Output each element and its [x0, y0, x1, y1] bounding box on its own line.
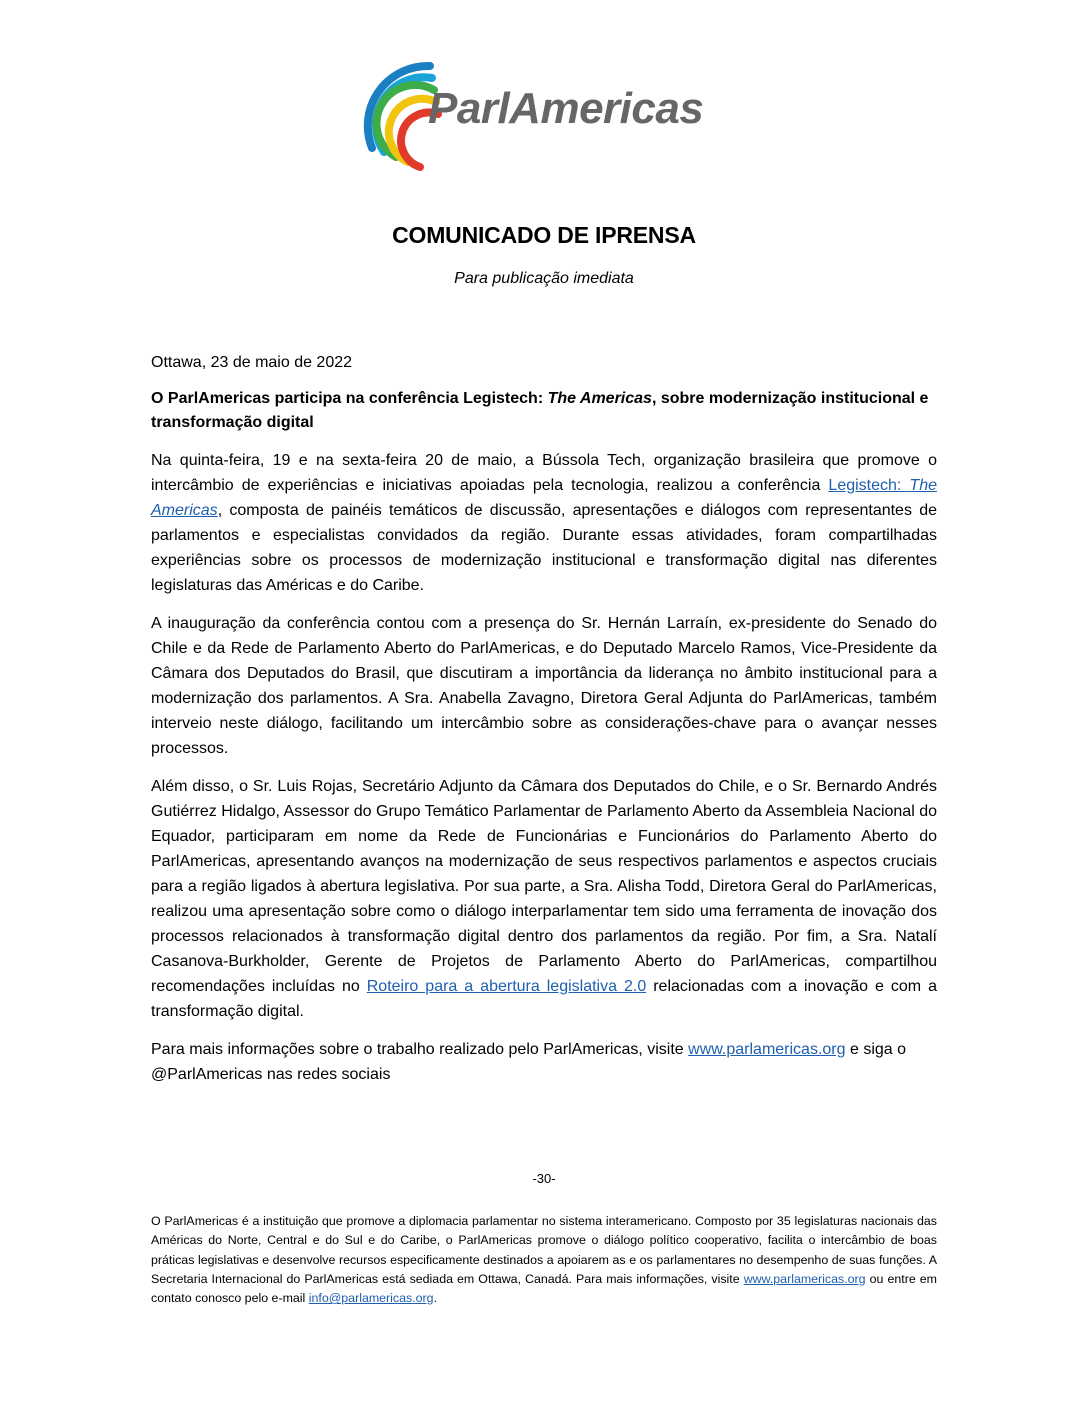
legistech-link-text: Legistech: — [828, 477, 910, 494]
footer-text2: ou entre em contato conosco pelo e-mail — [151, 1271, 937, 1306]
page-title: COMUNICADO DE IPRENSA — [392, 222, 696, 248]
paragraph-3-text2: relacionadas com a inovação e com a transformação digital. — [151, 978, 938, 1020]
paragraph-1-text2: , composta de painéis temáticos de discussão, apresentações e diálogos com representantes de parlamentos e especialistas convidados da região. Durante essas atividades, foram compartilhadas experiências sobre os processos de modernização institucional e transformação digital nas diferentes legislaturas das Américas e do Caribe. — [151, 502, 937, 594]
paragraph-1 — [151, 448, 937, 598]
footer-text3: . — [433, 1291, 438, 1306]
legistech-link-italic: The Americas — [151, 477, 937, 519]
headline-part2: , sobre modernização institucional e transformação digital — [151, 390, 929, 431]
footer-text1: O ParlAmericas é a instituição que promove a diplomacia parlamentar no sistema interamericano. Composto por 35 legislaturas nacionais das Américas do Norte, Central e do Sul e do Caribe, o ParlAmericas promove o diálogo político cooperativo, facilita o intercâmbio de boas práticas legislativas e desenvolve recursos especificamente destinados a apoiarem as e os parlamentares no desempenho de suas funções. A Secretaria Internacional do ParlAmericas está sediada em Ottawa, Canadá. Para mais informações, visite — [151, 1214, 937, 1286]
paragraph-1-text1: Na quinta-feira, 19 e na sexta-feira 20 de maio, a Bússola Tech, organização brasileira que promove o intercâmbio de experiências e iniciativas apoiadas pela tecnologia, realizou a conferência — [151, 452, 937, 494]
headline-italic: The Americas — [547, 390, 652, 407]
headline-part1: O ParlAmericas participa na conferência Legistech: — [151, 390, 548, 407]
paragraph-4-text2: e siga o @ParlAmericas nas redes sociais — [151, 1041, 907, 1083]
paragraph-3-text1: Além disso, o Sr. Luis Rojas, Secretário Adjunto da Câmara dos Deputados do Chile, e o Sr. Bernardo Andrés Gutiérrez Hidalgo, Assessor do Grupo Temático Parlamentar de Parlamento Aberto da Assembleia Nacional do Equador, participaram em nome da Rede de Funcionárias e Funcionários do Parlamento Aberto do ParlAmericas, apresentando avanços na modernização de seus respectivos parlamentos e aspectos cruciais para a região ligados à abertura legislativa. Por sua parte, a Sra. Alisha Todd, Diretora Geral do ParlAmericas, realizou uma apresentação sobre como o diálogo interparlamentar tem sido uma ferramenta de inovação dos processos relacionados à transformação digital dentro dos parlamentos da região. Por fim, a Sra. Natalí Casanova-Burkholder, Gerente de Projetos de Parlamento Aberto do ParlAmericas, compartilhou recomendações incluídas no — [151, 778, 937, 995]
footer-email-link[interactable]: info@parlamericas.org — [308, 1291, 434, 1306]
paragraph-4 — [151, 1037, 937, 1087]
parlamericas-logo — [360, 58, 740, 178]
roteiro-link[interactable]: Roteiro para a abertura legislativa 2.0 — [366, 978, 647, 995]
parlamericas-website-link[interactable]: www.parlamericas.org — [688, 1041, 846, 1058]
dateline: Ottawa, 23 de maio de 2022 — [151, 354, 353, 371]
press-release-body — [151, 350, 937, 1100]
logo-text: ParlAmericas — [428, 84, 704, 133]
end-marker: -30- — [532, 1171, 556, 1186]
footer-boilerplate — [151, 1212, 937, 1308]
paragraph-2: A inauguração da conferência contou com a presença do Sr. Hernán Larraín, ex-presidente do Senado do Chile e da Rede de Parlamento Aberto do ParlAmericas, e do Deputado Marcelo Ramos, Vice-Presidente da Câmara dos Deputados do Brasil, que discutiram a importância da liderança no âmbito institucional para a modernização dos parlamentos. A Sra. Anabella Zavagno, Diretora Geral Adjunta do ParlAmericas, também interveio neste diálogo, facilitando um intercâmbio sobre as considerações-chave para o avançar nesses processos. — [151, 615, 937, 757]
headline — [151, 387, 937, 435]
paragraph-4-text1: Para mais informações sobre o trabalho realizado pelo ParlAmericas, visite — [151, 1041, 689, 1058]
page-subtitle: Para publicação imediata — [454, 270, 634, 287]
paragraph-3 — [151, 774, 937, 1024]
footer-website-link[interactable]: www.parlamericas.org — [743, 1271, 866, 1286]
